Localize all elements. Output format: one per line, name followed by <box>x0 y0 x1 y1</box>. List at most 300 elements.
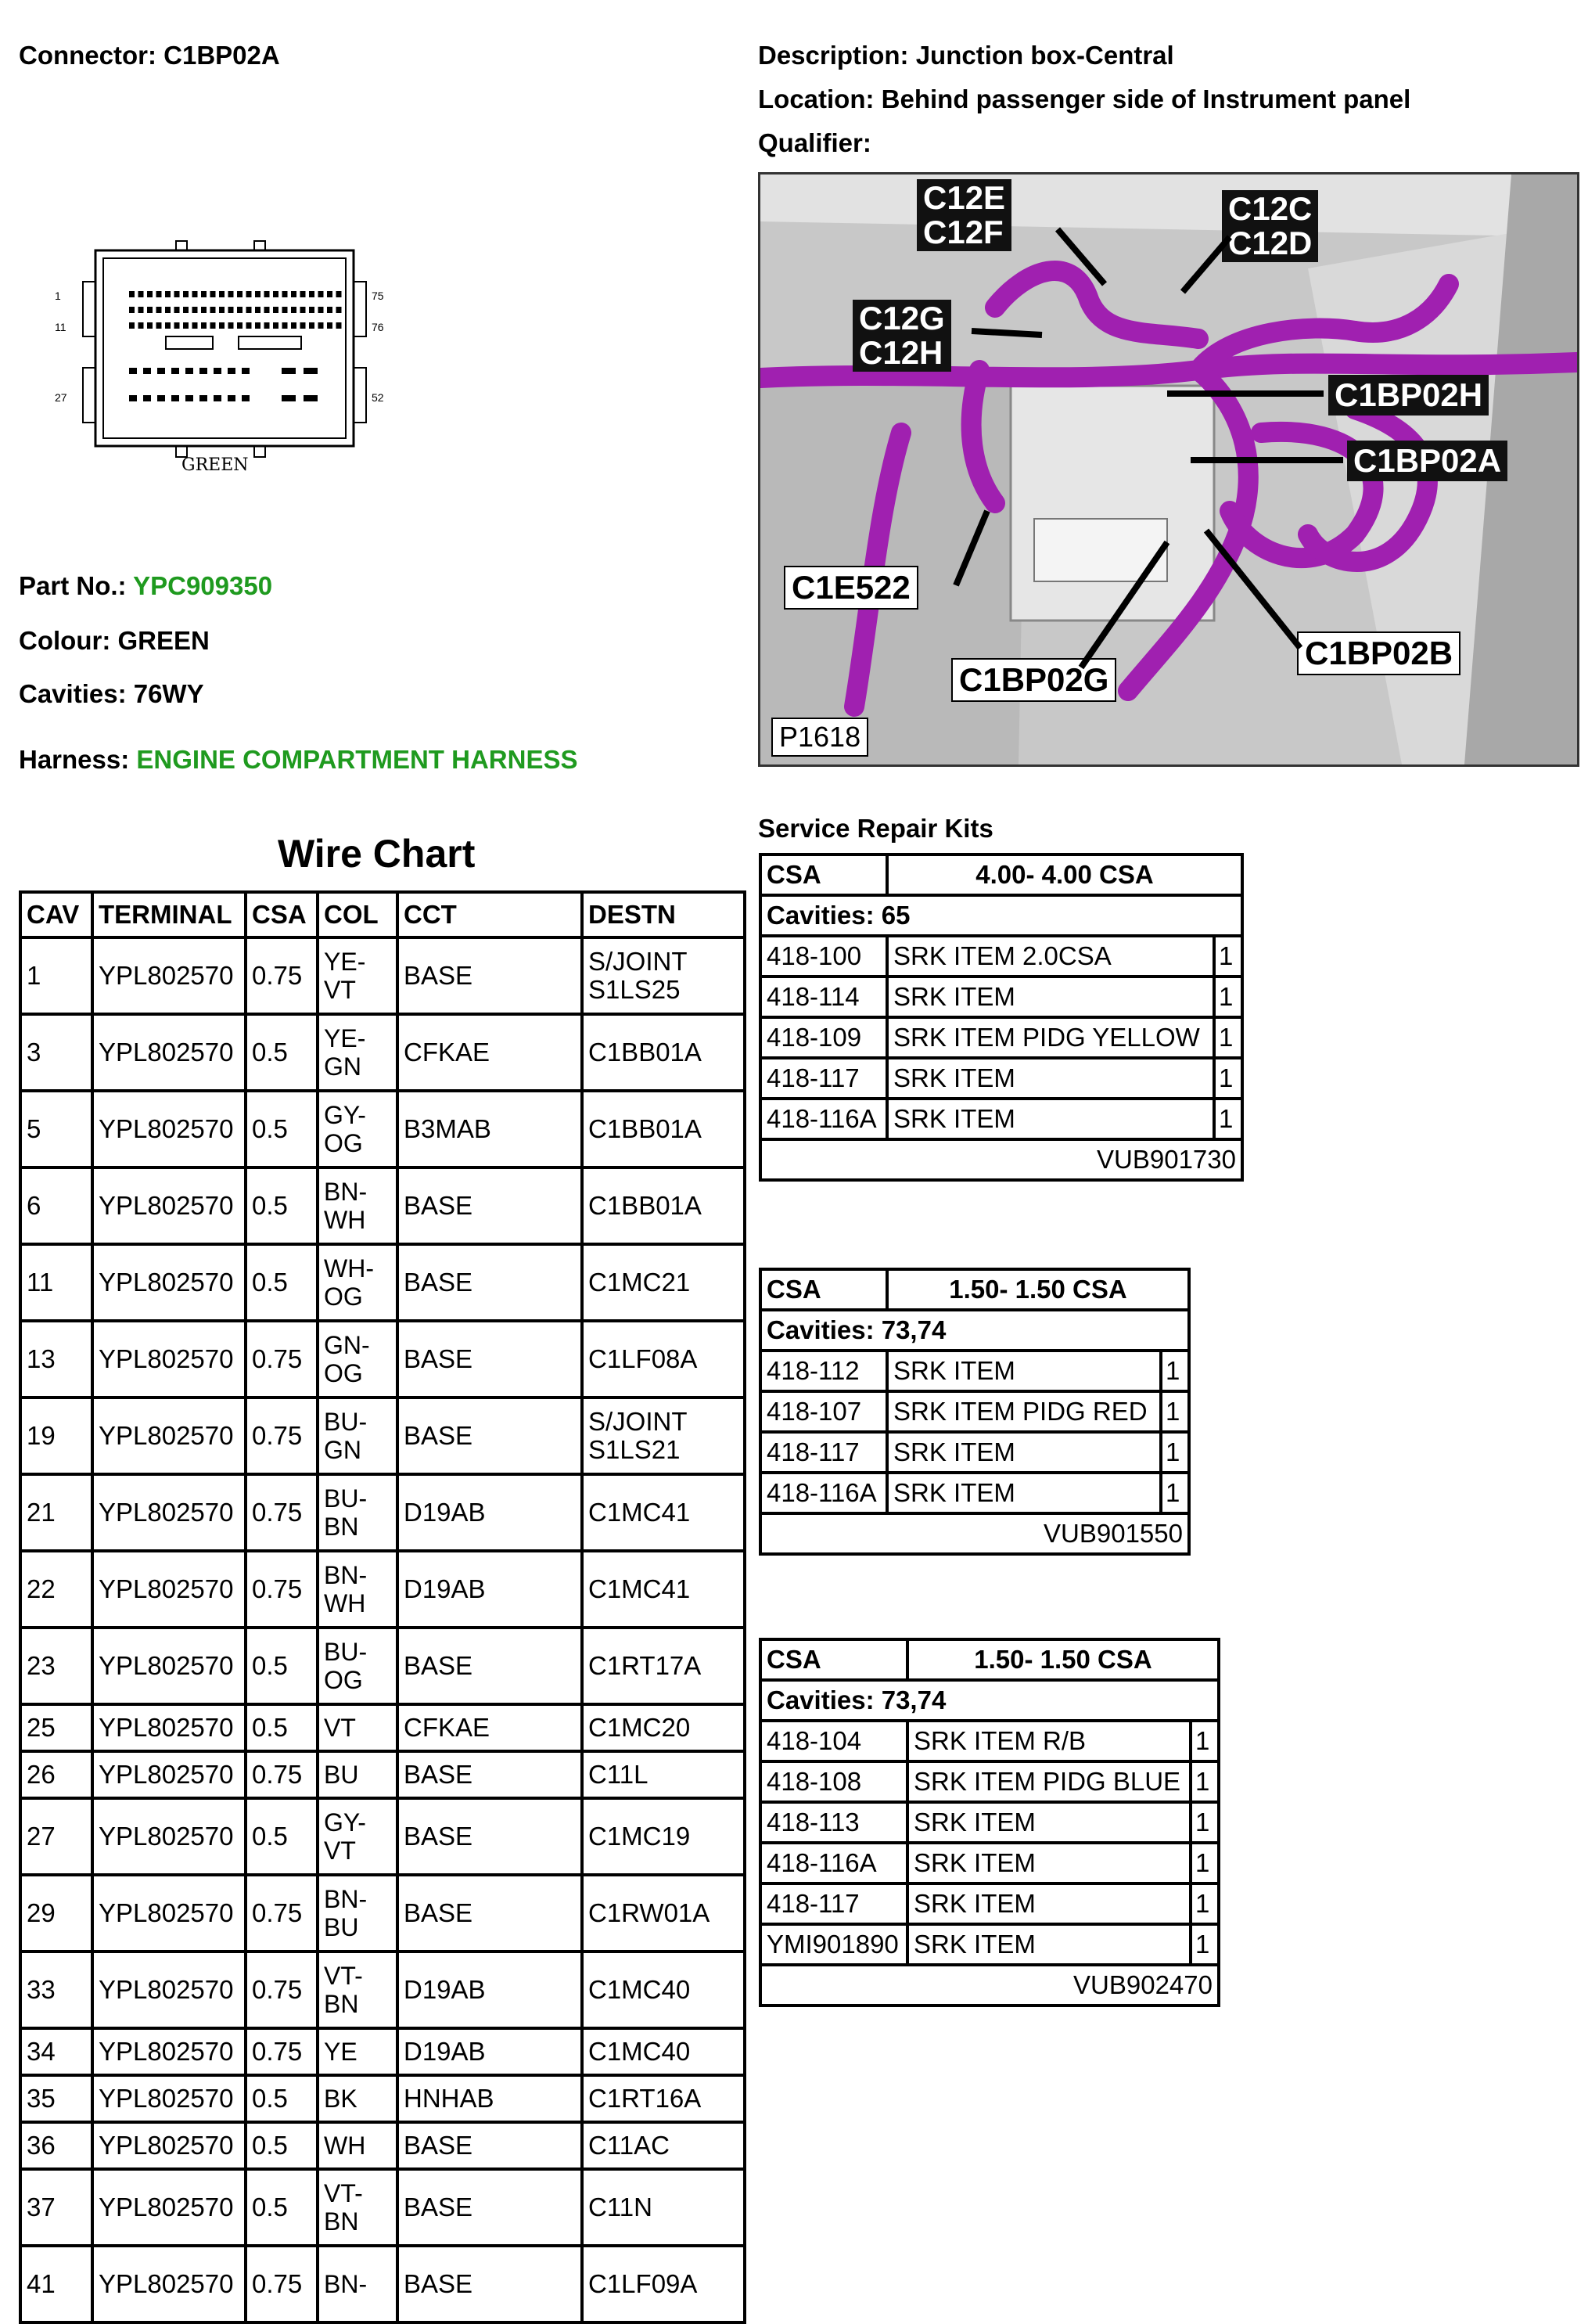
cav-cell: 22 <box>20 1551 92 1628</box>
destn-line-1: S/JOINT <box>588 947 688 976</box>
destn-line-1: C11N <box>588 2193 652 2221</box>
srk-desc-cell: SRK ITEM <box>887 977 1214 1017</box>
cav-cell: 29 <box>20 1875 92 1952</box>
terminal-cell: YPL802570 <box>92 1751 246 1798</box>
srk-desc-cell: SRK ITEM PIDG BLUE <box>907 1761 1191 1802</box>
csa-cell: 0.75 <box>246 1321 318 1398</box>
srk-csa-value: 4.00- 4.00 CSA <box>887 854 1242 895</box>
wire-chart-row <box>20 2075 745 2122</box>
colour-line-1: YE- <box>324 1024 366 1052</box>
cav-cell: 27 <box>20 1798 92 1875</box>
colour-line-1: BN- <box>324 1561 368 1589</box>
pin-cavity <box>282 322 288 329</box>
destn-cell <box>582 1014 745 1091</box>
part-number: Part No.: YPC909350 <box>19 571 273 600</box>
colour-line-2: OG <box>324 1666 363 1694</box>
pin-cavity <box>242 368 250 374</box>
cct-cell: BASE <box>397 1751 582 1798</box>
srk-qty-cell: 1 <box>1161 1473 1189 1513</box>
pin-cavity <box>183 307 189 313</box>
csa-cell: 0.5 <box>246 1798 318 1875</box>
wire-chart-row <box>20 1014 745 1091</box>
pin-cavity <box>246 291 252 297</box>
srk-csa-value: 1.50- 1.50 CSA <box>887 1269 1189 1310</box>
destn-cell <box>582 937 745 1014</box>
pin-cavity <box>237 307 243 313</box>
pin-cavity <box>192 307 198 313</box>
colour-cell <box>318 1167 397 1244</box>
colour-line-1: YE <box>324 2038 357 2066</box>
harness: Harness: ENGINE COMPARTMENT HARNESS <box>19 745 578 774</box>
srk-item-row <box>760 1099 1242 1139</box>
pin-cavity <box>201 307 207 313</box>
wire-chart-row <box>20 1167 745 1244</box>
cct-cell: BASE <box>397 937 582 1014</box>
srk-item-row <box>760 1924 1219 1965</box>
srk-csa-label: CSA <box>760 1269 887 1310</box>
srk-item-row <box>760 1391 1189 1432</box>
pin-cavity <box>291 307 296 313</box>
srk-csa-row <box>760 854 1242 895</box>
pin-cavity <box>147 291 153 297</box>
pin-cavity <box>129 291 135 297</box>
colour-line-2: OG <box>324 1129 363 1157</box>
srk-csa-label: CSA <box>760 1639 907 1680</box>
cav-cell: 23 <box>20 1628 92 1704</box>
cav-cell: 5 <box>20 1091 92 1167</box>
destn-line-1: C1MC40 <box>588 1975 691 2004</box>
cct-cell: CFKAE <box>397 1704 582 1751</box>
cav-cell: 13 <box>20 1321 92 1398</box>
terminal-cell: YPL802570 <box>92 1952 246 2028</box>
colour-line-2: VT <box>324 976 356 1004</box>
srk-cavities: Cavities: 73,74 <box>760 1680 1219 1721</box>
wire-chart-row <box>20 1398 745 1474</box>
pin-cavity <box>246 307 252 313</box>
srk-cavities-row <box>760 1310 1189 1351</box>
connector-face-diagram <box>55 235 399 477</box>
destn-line-1: C11L <box>588 1760 648 1789</box>
pin-cavity <box>210 307 216 313</box>
pin-cavity <box>147 307 153 313</box>
cct-cell: BASE <box>397 1244 582 1321</box>
destn-line-1: C1RT17A <box>588 1651 702 1680</box>
cct-cell: BASE <box>397 2122 582 2169</box>
colour-cell <box>318 2169 397 2246</box>
srk-desc-cell: SRK ITEM <box>887 1058 1214 1099</box>
cct-cell: BASE <box>397 2169 582 2246</box>
srk-csa-row <box>760 1269 1189 1310</box>
pin-cavity <box>219 291 225 297</box>
srk-item-row <box>760 936 1242 977</box>
cav-cell: 1 <box>20 937 92 1014</box>
srk-csa-label: CSA <box>760 854 887 895</box>
csa-cell: 0.75 <box>246 1751 318 1798</box>
srk-desc-cell: SRK ITEM <box>907 1843 1191 1883</box>
srk-qty-cell: 1 <box>1214 977 1242 1017</box>
pin-cavity <box>157 368 165 374</box>
colour-cell <box>318 1014 397 1091</box>
cct-cell: CFKAE <box>397 1014 582 1091</box>
cav-cell: 33 <box>20 1952 92 2028</box>
cct-cell: B3MAB <box>397 1091 582 1167</box>
destn-line-1: C1MC19 <box>588 1822 691 1851</box>
colour-line-1: VT- <box>324 1962 363 1990</box>
destn-line-1: C1BB01A <box>588 1038 702 1067</box>
wire-chart-row <box>20 2169 745 2246</box>
pin-cavity <box>336 291 342 297</box>
location-photo <box>758 172 1579 767</box>
destn-cell <box>582 2169 745 2246</box>
destn-line-1: C1RW01A <box>588 1898 710 1927</box>
cav-cell: 21 <box>20 1474 92 1551</box>
colour-cell <box>318 2122 397 2169</box>
pin-cavity <box>327 307 332 313</box>
cav-cell: 37 <box>20 2169 92 2246</box>
colour-line-1: YE- <box>324 948 366 976</box>
destn-cell <box>582 1628 745 1704</box>
pin-label-75: 75 <box>372 290 384 302</box>
header-destn: DESTN <box>582 892 745 937</box>
colour-line-2: GN <box>324 1436 361 1464</box>
srk-qty-cell: 1 <box>1191 1843 1219 1883</box>
wire-chart-title: Wire Chart <box>278 832 476 876</box>
srk-csa-value: 1.50- 1.50 CSA <box>907 1639 1219 1680</box>
part-number-value: YPC909350 <box>133 571 273 600</box>
colour-line-1: WH- <box>324 1254 374 1283</box>
terminal-cell: YPL802570 <box>92 1014 246 1091</box>
wire-chart-row <box>20 1751 745 1798</box>
colour-line-1: WH <box>324 2132 366 2160</box>
connector-colour-label: GREEN <box>181 455 249 475</box>
cct-cell: BASE <box>397 1798 582 1875</box>
pin-cavity <box>264 307 270 313</box>
pin-cavity <box>165 307 171 313</box>
terminal-cell: YPL802570 <box>92 1704 246 1751</box>
colour-cell <box>318 1398 397 1474</box>
pin-cavity <box>291 322 296 329</box>
srk-qty-cell: 1 <box>1191 1924 1219 1965</box>
pin-cavity <box>273 307 278 313</box>
cavities: Cavities: 76WY <box>19 679 204 708</box>
callout-arrows-icon <box>760 174 1577 764</box>
srk-cavities: Cavities: 65 <box>760 895 1242 936</box>
srk-desc-cell: SRK ITEM <box>887 1099 1214 1139</box>
csa-cell: 0.75 <box>246 1952 318 2028</box>
srk-desc-cell: SRK ITEM PIDG YELLOW <box>887 1017 1214 1058</box>
srk-part-cell: 418-116A <box>760 1099 887 1139</box>
cct-cell: BASE <box>397 1167 582 1244</box>
srk-desc-cell: SRK ITEM <box>887 1351 1161 1391</box>
pin-cavity <box>210 291 216 297</box>
srk-part-cell: 418-117 <box>760 1432 887 1473</box>
pin-cavity <box>171 395 179 401</box>
pin-cavity <box>219 307 225 313</box>
srk-desc-cell: SRK ITEM PIDG RED <box>887 1391 1161 1432</box>
destn-cell <box>582 1798 745 1875</box>
terminal-cell: YPL802570 <box>92 1875 246 1952</box>
srk-qty-cell: 1 <box>1191 1802 1219 1843</box>
terminal-cell: YPL802570 <box>92 1091 246 1167</box>
srk-kit-row <box>760 1965 1219 2006</box>
pin-cavity <box>185 368 193 374</box>
destn-cell <box>582 1244 745 1321</box>
srk-table <box>759 1268 1191 1556</box>
colour-cell <box>318 1551 397 1628</box>
wire-chart-table <box>19 890 746 2324</box>
figure-id: P1618 <box>771 718 868 757</box>
srk-kit-number: VUB902470 <box>760 1965 1219 2006</box>
pin-cavity <box>255 322 260 329</box>
colour-cell <box>318 1798 397 1875</box>
pin-cavity <box>318 322 324 329</box>
connector-title: Connector: C1BP02A <box>19 41 280 70</box>
colour-line-1: BU <box>324 1761 359 1789</box>
header-cct: CCT <box>397 892 582 937</box>
destn-line-1: C1RT16A <box>588 2084 702 2113</box>
wire-chart-row <box>20 1704 745 1751</box>
pin-cavity <box>129 395 137 401</box>
pin-cavity <box>157 395 165 401</box>
srk-qty-cell: 1 <box>1214 936 1242 977</box>
pin-cavity <box>327 291 332 297</box>
csa-cell: 0.75 <box>246 1398 318 1474</box>
destn-line-1: C1MC40 <box>588 2037 691 2066</box>
srk-kit-number: VUB901730 <box>760 1139 1242 1180</box>
pin-cavity <box>143 368 151 374</box>
terminal-cell: YPL802570 <box>92 1398 246 1474</box>
pin-cavity <box>300 322 306 329</box>
pin-cavity <box>147 322 153 329</box>
srk-desc-cell: SRK ITEM <box>887 1473 1161 1513</box>
srk-part-cell: 418-100 <box>760 936 887 977</box>
colour-cell <box>318 937 397 1014</box>
callout-c1bp02b: C1BP02B <box>1297 631 1460 675</box>
terminal-cell: YPL802570 <box>92 2122 246 2169</box>
pin-cavity <box>214 368 221 374</box>
cav-cell: 35 <box>20 2075 92 2122</box>
pin-cavity <box>143 395 151 401</box>
csa-cell: 0.5 <box>246 1167 318 1244</box>
pin-cavity <box>327 322 332 329</box>
pin-cavity <box>156 322 162 329</box>
destn-line-1: C1BB01A <box>588 1114 702 1143</box>
colour-line-1: VT <box>324 1714 356 1742</box>
colour-line-2: BN <box>324 1990 359 2018</box>
srk-qty-cell: 1 <box>1214 1099 1242 1139</box>
srk-part-cell: 418-117 <box>760 1883 907 1924</box>
cav-cell: 26 <box>20 1751 92 1798</box>
terminal-cell: YPL802570 <box>92 2246 246 2322</box>
srk-part-cell: 418-113 <box>760 1802 907 1843</box>
csa-cell: 0.5 <box>246 1091 318 1167</box>
pin-cavity <box>201 291 207 297</box>
destn-cell <box>582 1704 745 1751</box>
destn-cell <box>582 1751 745 1798</box>
callout-c1bp02a: C1BP02A <box>1347 441 1507 481</box>
location: Location: Behind passenger side of Instrument panel <box>758 85 1411 113</box>
srk-part-cell: YMI901890 <box>760 1924 907 1965</box>
srk-desc-cell: SRK ITEM <box>907 1924 1191 1965</box>
srk-part-cell: 418-116A <box>760 1473 887 1513</box>
terminal-cell: YPL802570 <box>92 2169 246 2246</box>
colour-line-2: OG <box>324 1283 363 1311</box>
pin-cavity <box>228 291 234 297</box>
colour-line-1: BU- <box>324 1484 368 1513</box>
pin-cavity <box>138 307 144 313</box>
csa-cell: 0.5 <box>246 1014 318 1091</box>
pin-cavity <box>199 395 207 401</box>
description: Description: Junction box-Central <box>758 41 1174 70</box>
pin-label-1: 1 <box>55 290 61 302</box>
csa-cell: 0.5 <box>246 1704 318 1751</box>
colour-cell <box>318 1628 397 1704</box>
pin-cavity <box>273 322 278 329</box>
pin-cavity <box>264 322 270 329</box>
terminal-cell: YPL802570 <box>92 1551 246 1628</box>
pin-cavity <box>318 307 324 313</box>
csa-cell: 0.75 <box>246 1551 318 1628</box>
srk-cavities: Cavities: 73,74 <box>760 1310 1189 1351</box>
pin-cavity <box>192 322 198 329</box>
srk-desc-cell: SRK ITEM R/B <box>907 1721 1191 1761</box>
pin-cavity <box>282 291 288 297</box>
srk-desc-cell: SRK ITEM <box>907 1802 1191 1843</box>
srk-qty-cell: 1 <box>1214 1017 1242 1058</box>
destn-line-2: S1LS25 <box>588 975 681 1004</box>
srk-item-row <box>760 1351 1189 1391</box>
srk-item-row <box>760 1473 1189 1513</box>
csa-cell: 0.5 <box>246 2169 318 2246</box>
colour-cell <box>318 1091 397 1167</box>
cct-cell: BASE <box>397 2246 582 2322</box>
srk-part-cell: 418-117 <box>760 1058 887 1099</box>
pin-cavity <box>165 322 171 329</box>
colour-cell <box>318 1321 397 1398</box>
cct-cell: BASE <box>397 1875 582 1952</box>
colour-cell <box>318 2246 397 2322</box>
wire-chart-row <box>20 1321 745 1398</box>
colour-line-2: BU <box>324 1913 359 1941</box>
srk-item-row <box>760 1802 1219 1843</box>
colour-line-1: GN- <box>324 1331 370 1359</box>
pin-cavity <box>210 322 216 329</box>
colour-cell <box>318 1704 397 1751</box>
srk-qty-cell: 1 <box>1161 1391 1189 1432</box>
colour: Colour: GREEN <box>19 626 210 655</box>
srk-qty-cell: 1 <box>1191 1721 1219 1761</box>
pin-cavity <box>336 307 342 313</box>
srk-title: Service Repair Kits <box>758 814 993 843</box>
pin-label-52: 52 <box>372 391 384 404</box>
srk-item-row <box>760 1721 1219 1761</box>
terminal-cell: YPL802570 <box>92 1628 246 1704</box>
pin-cavity <box>192 291 198 297</box>
pin-cavity <box>183 291 189 297</box>
pin-cavity <box>228 307 234 313</box>
pin-label-27: 27 <box>55 391 67 404</box>
header-col: COL <box>318 892 397 937</box>
pin-cavity <box>228 395 235 401</box>
callout-c1bp02g: C1BP02G <box>951 658 1116 702</box>
srk-qty-cell: 1 <box>1191 1883 1219 1924</box>
destn-line-1: C1MC20 <box>588 1713 691 1742</box>
pin-cavity <box>138 322 144 329</box>
srk-kit-number: VUB901550 <box>760 1513 1189 1554</box>
destn-line-2: S1LS21 <box>588 1435 681 1464</box>
cct-cell: BASE <box>397 1628 582 1704</box>
pin-cavity <box>300 291 306 297</box>
terminal-cell: YPL802570 <box>92 2075 246 2122</box>
colour-line-1: GY- <box>324 1101 366 1129</box>
pin-cavity <box>156 307 162 313</box>
destn-line-1: S/JOINT <box>588 1407 688 1436</box>
callout-c12e-c12f: C12E C12F <box>917 179 1011 251</box>
cav-cell: 25 <box>20 1704 92 1751</box>
cav-cell: 34 <box>20 2028 92 2075</box>
terminal-cell: YPL802570 <box>92 1798 246 1875</box>
srk-table <box>759 853 1244 1182</box>
pin-cavity <box>273 291 278 297</box>
cct-cell: BASE <box>397 1321 582 1398</box>
destn-cell <box>582 1551 745 1628</box>
destn-cell <box>582 1474 745 1551</box>
pin-cavity <box>300 307 306 313</box>
srk-desc-cell: SRK ITEM <box>907 1883 1191 1924</box>
pin-cavity <box>129 307 135 313</box>
srk-csa-row <box>760 1639 1219 1680</box>
pin-cavity <box>304 395 318 401</box>
colour-line-1: BK <box>324 2085 357 2113</box>
srk-item-row <box>760 1058 1242 1099</box>
destn-line-1: C11AC <box>588 2131 670 2160</box>
colour-cell <box>318 2028 397 2075</box>
srk-qty-cell: 1 <box>1214 1058 1242 1099</box>
pin-cavity <box>237 322 243 329</box>
wire-chart-row <box>20 1551 745 1628</box>
cct-cell: D19AB <box>397 2028 582 2075</box>
pin-cavity <box>174 307 180 313</box>
destn-cell <box>582 2122 745 2169</box>
srk-part-cell: 418-108 <box>760 1761 907 1802</box>
pin-cavity <box>183 322 189 329</box>
pin-cavity <box>282 368 296 374</box>
colour-line-1: BN- <box>324 1178 368 1206</box>
colour-line-1: BU- <box>324 1408 368 1436</box>
destn-cell <box>582 1952 745 2028</box>
destn-cell <box>582 1321 745 1398</box>
header-terminal: TERMINAL <box>92 892 246 937</box>
srk-part-cell: 418-116A <box>760 1843 907 1883</box>
colour-line-1: GY- <box>324 1808 366 1837</box>
pin-cavity <box>165 291 171 297</box>
colour-line-2: BN- <box>324 2270 368 2298</box>
wire-chart-row <box>20 937 745 1014</box>
pin-cavity <box>138 291 144 297</box>
wire-chart-row <box>20 2028 745 2075</box>
pin-cavity <box>304 368 318 374</box>
connector-outline-icon <box>55 235 399 477</box>
pin-cavity <box>185 395 193 401</box>
srk-desc-cell: SRK ITEM 2.0CSA <box>887 936 1214 977</box>
destn-line-1: C1LF09A <box>588 2269 698 2298</box>
cct-cell: HNHAB <box>397 2075 582 2122</box>
pin-cavity <box>174 291 180 297</box>
srk-item-row <box>760 1761 1219 1802</box>
destn-cell <box>582 2246 745 2322</box>
colour-cell <box>318 1474 397 1551</box>
cav-cell: 6 <box>20 1167 92 1244</box>
